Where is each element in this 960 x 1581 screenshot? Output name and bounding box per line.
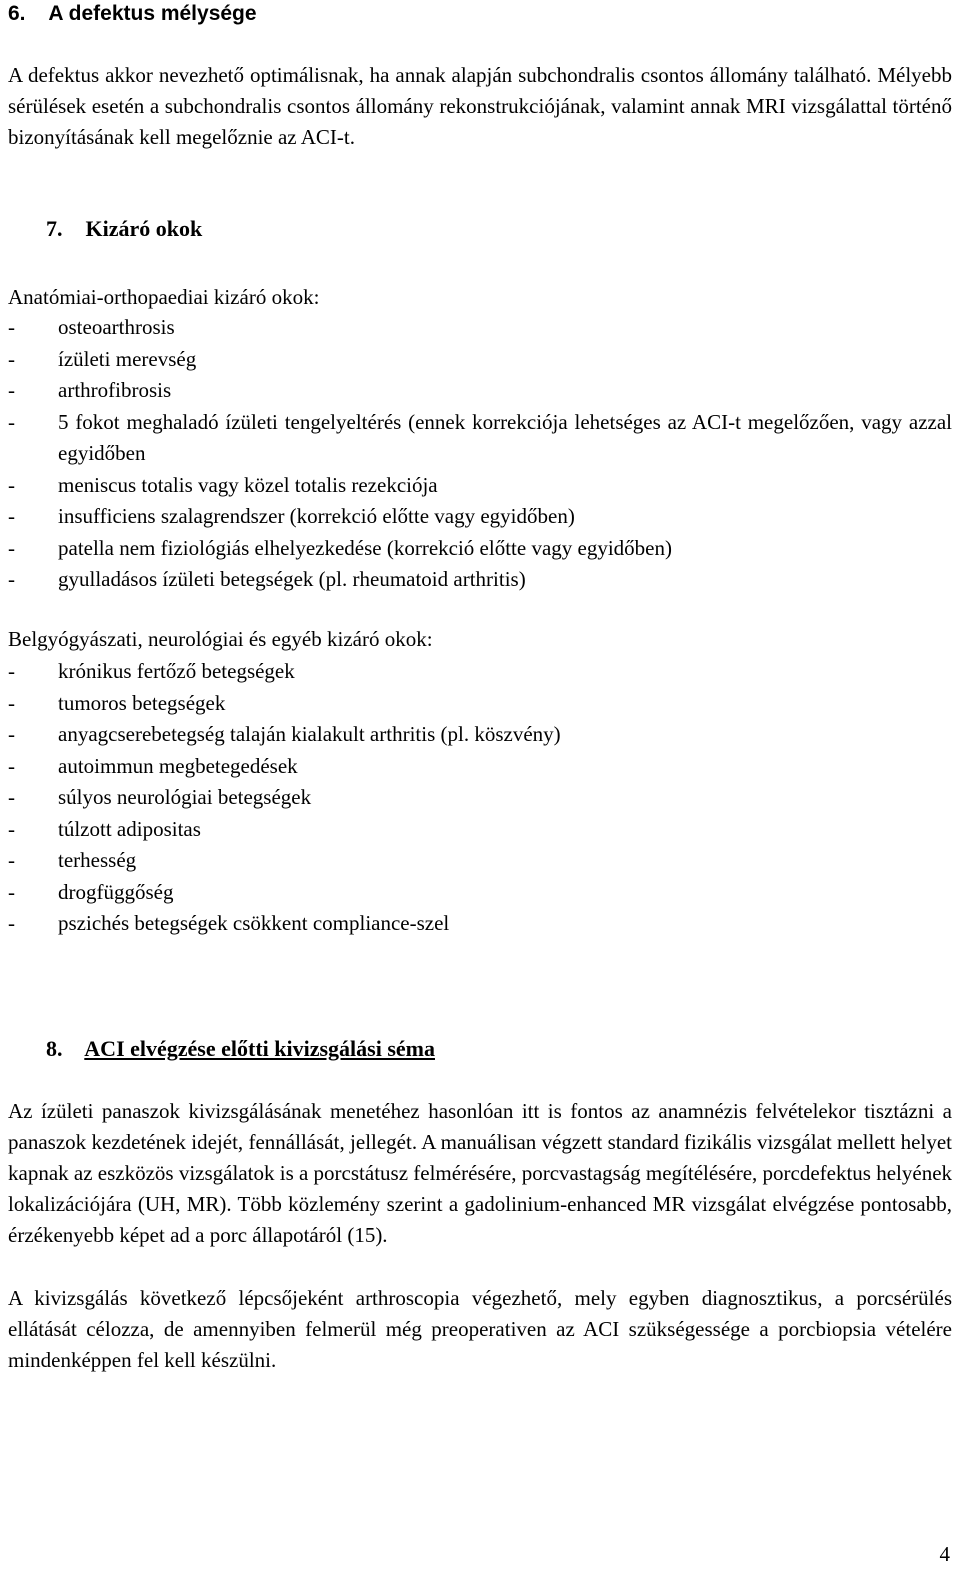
list-item: - anyagcserebetegség talaján kialakult arthritis (pl. köszvény) (8, 719, 952, 751)
list-item: - 5 fokot meghaladó ízületi tengelyeltérés (ennek korrekciója lehetséges az ACI-t megelőzően, vagy azzal egyidőben (8, 407, 952, 470)
anatomical-exclusion-title: Anatómiai-orthopaediai kizáró okok: (8, 285, 320, 309)
list-item: - terhesség (8, 845, 952, 877)
section-6-title: A defektus mélysége (48, 2, 257, 25)
list-item: - osteoarthrosis (8, 312, 952, 344)
list-item: - insufficiens szalagrendszer (korrekció előtte vagy egyidőben) (8, 501, 952, 533)
section-8-number: 8. (46, 1036, 63, 1061)
section-8-title: ACI elvégzése előtti kivizsgálási séma (84, 1036, 435, 1061)
section-8-paragraph-1: Az ízületi panaszok kivizsgálásának menetéhez hasonlóan itt is fontos az anamnézis felvételekor tisztázni a panaszok kezdetének idejét, fennállását, jellegét. A manuálisan végzett standard fizikális vizsgálat mellett helyet kapnak az eszközös vizsgálatok is a porcstátusz felmérésére, porcvastagság megítélésére, porcdefektus helyének lokalizációjára (UH, MR). Több közlemény szerint a gadolinium-enhanced MR vizsgálat elvégzése pontosabb, érzékenyebb képet ad a porc állapotáról (15). (8, 1099, 953, 1247)
list-item: - gyulladásos ízületi betegségek (pl. rheumatoid arthritis) (8, 564, 952, 596)
anatomical-exclusion-list (8, 312, 952, 596)
internal-exclusion-list (8, 656, 952, 940)
internal-exclusion-title: Belgyógyászati, neurológiai és egyéb kizáró okok: (8, 627, 433, 651)
list-item: - autoimmun megbetegedések (8, 751, 952, 783)
section-8-heading (46, 1036, 435, 1062)
list-item: - túlzott adipositas (8, 814, 952, 846)
section-6-paragraph: A defektus akkor nevezhető optimálisnak, ha annak alapján subchondralis csontos állomány található. Mélyebb sérülések esetén a subchondralis csontos állomány rekonstrukciójának, valamint annak MRI vizsgálattal történő bizonyításának kell megelőznie az ACI-t. (8, 63, 952, 149)
list-item: - tumoros betegségek (8, 688, 952, 720)
section-6-number: 6. (8, 2, 26, 25)
list-item: - krónikus fertőző betegségek (8, 656, 952, 688)
list-item: - ízületi merevség (8, 344, 952, 376)
list-item: - meniscus totalis vagy közel totalis rezekciója (8, 470, 952, 502)
section-8-paragraph-2: A kivizsgálás következő lépcsőjeként arthroscopia végezhető, mely egyben diagnosztikus, a porcsérülés ellátását célozza, de amennyiben felmerül még preoperativen az ACI szükségessége a porcbiopsia vételére mindenképpen fel kell készülni. (8, 1286, 952, 1372)
list-item: - súlyos neurológiai betegségek (8, 782, 952, 814)
list-item: - pszichés betegségek csökkent compliance-szel (8, 908, 952, 940)
list-item: - drogfüggőség (8, 877, 952, 909)
page-number: 4 (939, 1542, 950, 1566)
section-6-heading (8, 2, 257, 26)
list-item: - patella nem fiziológiás elhelyezkedése (korrekció előtte vagy egyidőben) (8, 533, 952, 565)
list-item: - arthrofibrosis (8, 375, 952, 407)
section-7-heading (46, 216, 202, 242)
section-7-number: 7. (46, 216, 63, 241)
section-7-title: Kizáró okok (85, 216, 203, 241)
